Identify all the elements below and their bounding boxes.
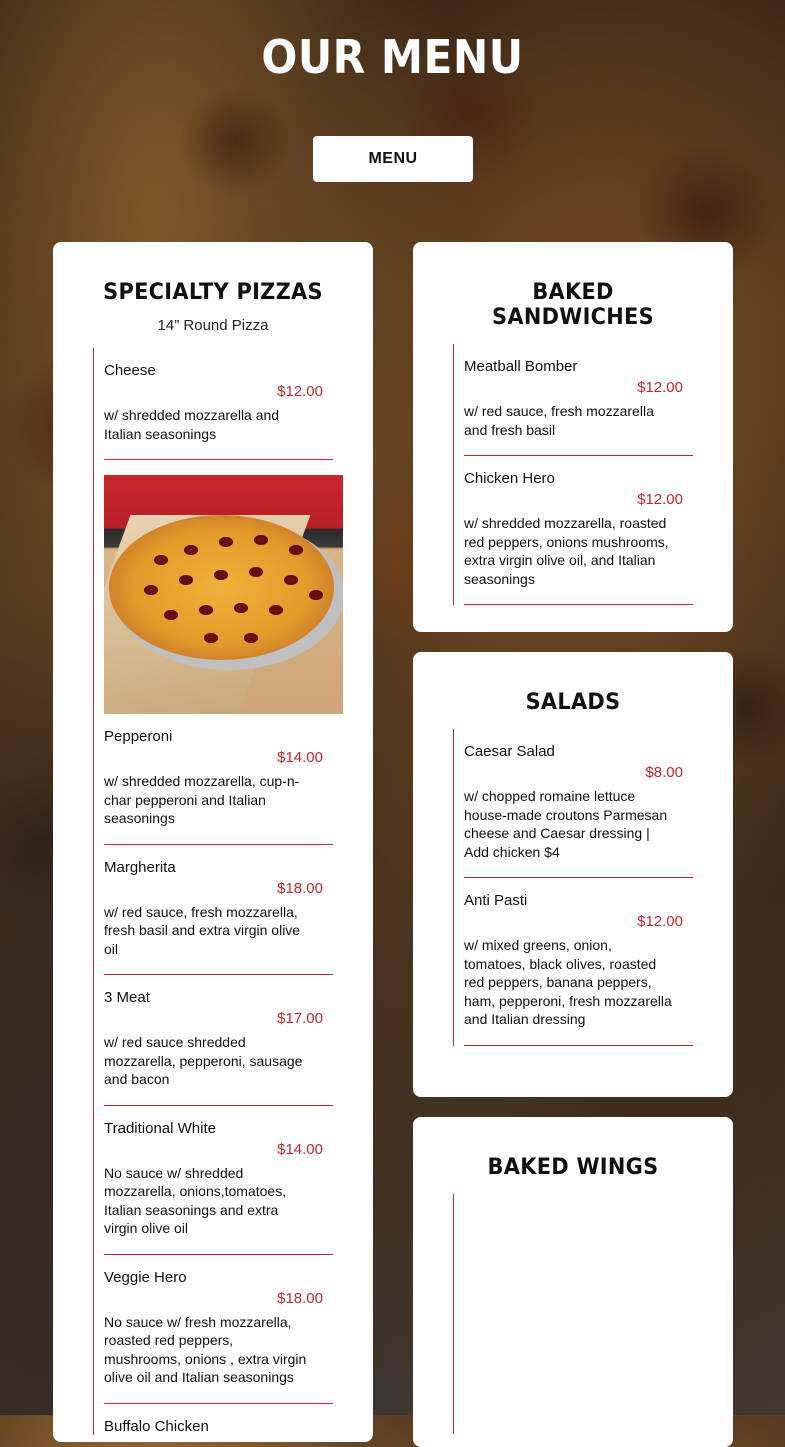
item-price: $17.00 (277, 1010, 323, 1027)
menu-button[interactable]: MENU (313, 136, 473, 182)
item-price: $18.00 (277, 1289, 323, 1307)
salads-card (413, 652, 733, 1097)
item-name: Margherita (104, 858, 176, 876)
item-description: No sauce w/ shredded mozzarella, onions,tomatoes, Italian seasonings and extra virgin olive oil (104, 1164, 287, 1236)
item-description: No sauce w/ fresh mozzarella, roasted red peppers, mushrooms, onions , extra virgin olive oil and Italian seasonings (104, 1313, 307, 1385)
item-name: Meatball Bomber (464, 358, 578, 375)
menu-item (464, 456, 693, 605)
menu-item (104, 1106, 333, 1255)
item-price: $12.00 (637, 379, 683, 396)
menu-item (104, 845, 333, 976)
item-description: w/ chopped romaine lettuce house-made croutons Parmesan cheese and Caesar dressing | Add chicken $4 (464, 788, 668, 860)
baked-wings-list (453, 1194, 693, 1434)
menu-item (464, 344, 693, 456)
menu-item (104, 348, 333, 460)
item-description: w/ red sauce, fresh mozzarella and fresh basil (464, 403, 654, 438)
baked-wings-title: BAKED WINGS (487, 1155, 659, 1180)
item-name: 3 Meat (104, 989, 150, 1006)
menu-item (104, 714, 333, 845)
page-title: OUR MENU (261, 30, 524, 84)
specialty-pizzas-list (93, 348, 333, 1435)
item-name: Caesar Salad (464, 743, 555, 760)
item-name: Buffalo Chicken (104, 1417, 209, 1435)
item-price: $14.00 (277, 1140, 323, 1158)
baked-sandwiches-card (413, 242, 733, 632)
item-price: $12.00 (277, 383, 323, 400)
item-name: Traditional White (104, 1119, 216, 1137)
salads-title: SALADS (525, 690, 621, 715)
menu-item (104, 1255, 333, 1404)
item-description: w/ red sauce shredded mozzarella, pepperoni, sausage and bacon (104, 1034, 303, 1087)
item-price: $12.00 (637, 913, 683, 930)
item-name: Pepperoni (104, 728, 173, 745)
menu-item (104, 1404, 333, 1435)
baked-sandwiches-list (453, 344, 693, 605)
item-name: Cheese (104, 362, 156, 379)
menu-item (464, 878, 693, 1046)
item-price: $18.00 (277, 879, 323, 897)
item-name: Veggie Hero (104, 1268, 187, 1286)
item-name: Anti Pasti (464, 892, 528, 909)
menu-item (104, 975, 333, 1106)
baked-sandwiches-title: BAKED SANDWICHES (492, 280, 654, 330)
pepperoni-pizza-image (104, 475, 343, 714)
item-description: w/ mixed greens, onion, tomatoes, black olives, roasted red peppers, banana peppers, ham, pepperoni, fresh mozzarella and Italian dressing (464, 937, 672, 1027)
item-price: $12.00 (637, 491, 683, 508)
specialty-pizzas-subtitle: 14” Round Pizza (157, 317, 269, 334)
item-price: $8.00 (645, 764, 683, 781)
item-price: $14.00 (277, 749, 323, 766)
salads-list (453, 729, 693, 1046)
specialty-pizzas-card (53, 242, 373, 1442)
item-name: Chicken Hero (464, 470, 555, 487)
item-description: w/ shredded mozzarella, cup-n-char pepperoni and Italian seasonings (104, 773, 300, 826)
specialty-pizzas-title: SPECIALTY PIZZAS (103, 280, 323, 305)
baked-wings-card (413, 1117, 733, 1447)
item-description: w/ shredded mozzarella and Italian seasonings (104, 407, 280, 442)
item-description: w/ red sauce, fresh mozzarella, fresh basil and extra virgin olive oil (104, 903, 301, 957)
menu-item (464, 729, 693, 878)
item-description: w/ shredded mozzarella, roasted red peppers, onions mushrooms, extra virgin olive oil, and Italian seasonings (464, 515, 669, 587)
